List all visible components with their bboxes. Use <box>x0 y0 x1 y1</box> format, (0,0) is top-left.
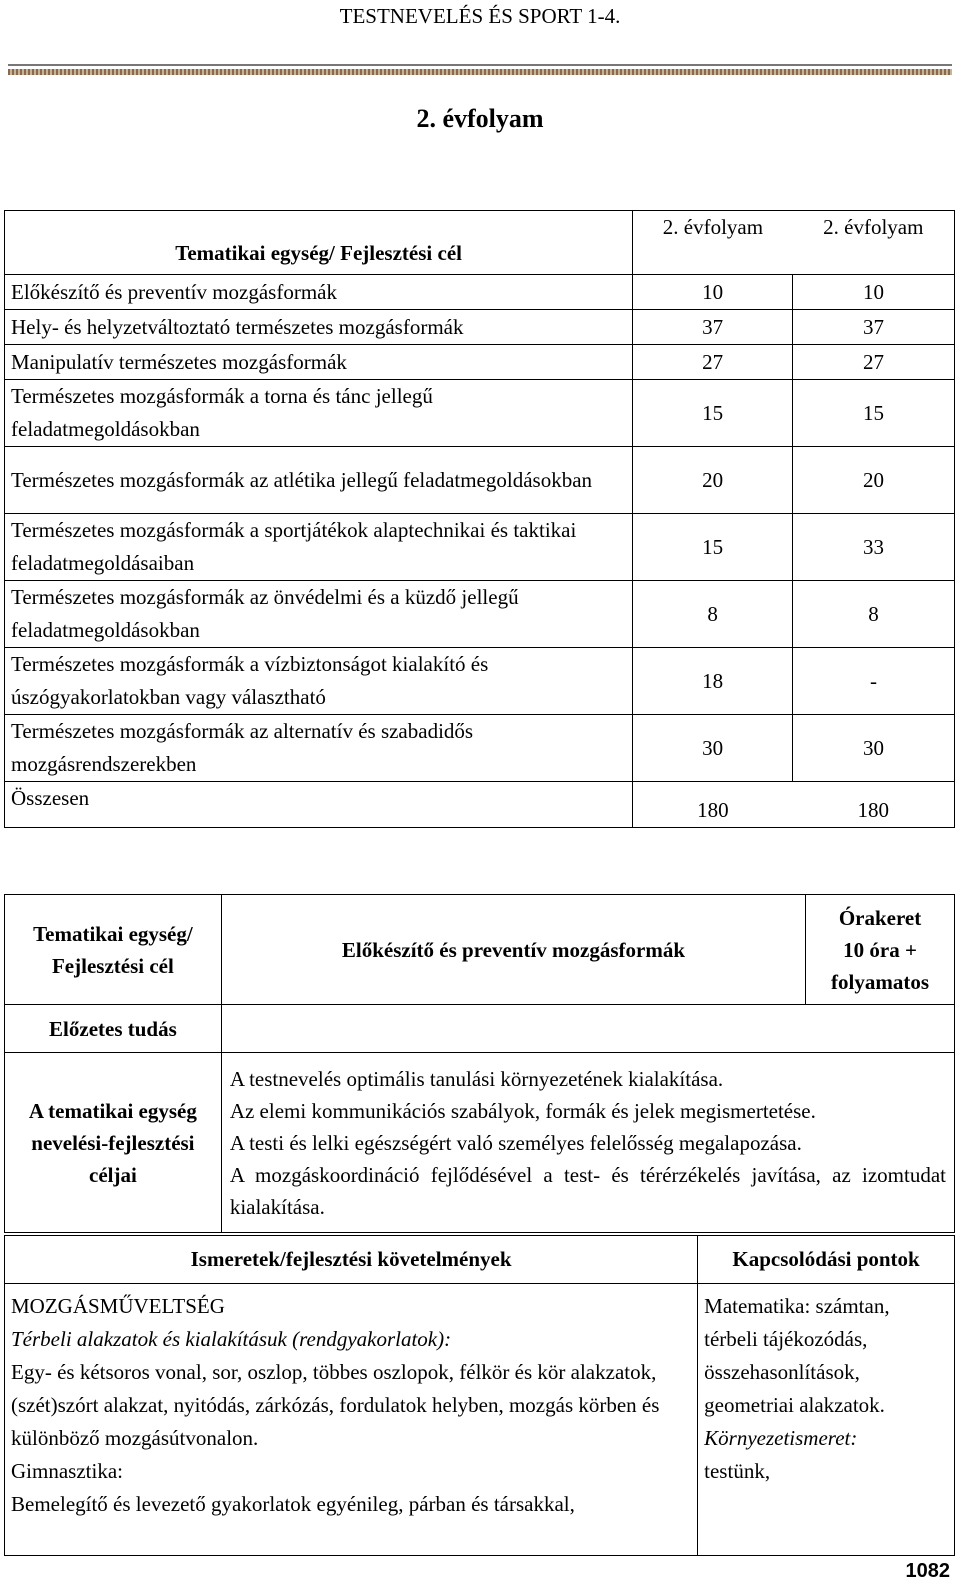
page-number: 1082 <box>905 1560 950 1582</box>
subsection-label: Gimnasztika: <box>11 1459 123 1483</box>
row-value-1: 8 <box>633 581 793 648</box>
row-value-2: 8 <box>793 581 955 648</box>
prior-knowledge-label: Előzetes tudás <box>5 1005 222 1053</box>
row-label: Természetes mozgásformák a torna és tánc jellegű feladatmegoldásokban <box>5 380 633 447</box>
col-header-requirements: Ismeretek/fejlesztési követelmények <box>5 1236 698 1284</box>
hours-note: folyamatos <box>831 969 930 994</box>
connections-cell <box>698 1284 955 1556</box>
row-label: Természetes mozgásformák az önvédelmi és a küzdő jellegű feladatmegoldásokban <box>5 581 633 648</box>
running-header: TESTNEVELÉS ÉS SPORT 1-4. <box>339 4 621 28</box>
prior-knowledge-row <box>5 1005 955 1053</box>
requirements-table <box>4 1235 955 1556</box>
row-value-1: 37 <box>633 310 793 345</box>
row-value-1: 10 <box>633 275 793 310</box>
row-value-1: 18 <box>633 648 793 715</box>
table-row <box>5 275 955 310</box>
goal-item: A mozgáskoordináció fejlődésével a test- és térérzékelés javítása, az izomtudat kialakítása. <box>229 1162 946 1219</box>
table-row <box>5 648 955 715</box>
summary-table <box>4 210 955 828</box>
table-row <box>5 581 955 648</box>
row-label: Hely- és helyzetváltoztató természetes mozgásformák <box>5 310 633 345</box>
connections-text: Matematika: számtan, térbeli tájékozódás, összehasonlítások, geometriai alakzatok. <box>704 1294 890 1417</box>
hours-label: Órakeret <box>838 905 922 930</box>
connections-subject: Környezetismeret: <box>704 1426 858 1450</box>
table-row <box>5 715 955 782</box>
table-row <box>5 345 955 380</box>
col-header-connections: Kapcsolódási pontok <box>698 1236 955 1284</box>
row-value-2: 33 <box>793 514 955 581</box>
row-label: Természetes mozgásformák az atlétika jellegű feladatmegoldásokban <box>5 447 633 514</box>
hours-value: 10 óra + <box>843 937 917 962</box>
goal-item: A testnevelés optimális tanulási környezetének kialakítása. <box>229 1066 724 1091</box>
total-value-2: 180 <box>793 782 955 828</box>
col-header-grade-2: 2. évfolyam <box>793 211 955 275</box>
row-value-1: 20 <box>633 447 793 514</box>
row-value-1: 15 <box>633 380 793 447</box>
goal-item: Az elemi kommunikációs szabályok, formák és jelek megismertetése. <box>229 1098 816 1123</box>
connections-text-2: testünk, <box>704 1459 771 1483</box>
col-header-grade-1: 2. évfolyam <box>633 211 793 275</box>
row-label: Természetes mozgásformák az alternatív és szabadidős mozgásrendszerekben <box>5 715 633 782</box>
row-value-1: 27 <box>633 345 793 380</box>
row-label: Természetes mozgásformák a sportjátékok alaptechnikai és taktikai feladatmegoldásaiban <box>5 514 633 581</box>
section-title: MOZGÁSMŰVELTSÉG <box>11 1294 225 1318</box>
table-row <box>5 447 955 514</box>
table-header-row <box>5 211 955 275</box>
goals-label: A tematikai egység nevelési-fejlesztési céljai <box>5 1053 222 1233</box>
row-label: Természetes mozgásformák a vízbiztonságot kialakító és úszógyakorlatokban vagy választható <box>5 648 633 715</box>
total-value-1: 180 <box>633 782 793 828</box>
requirements-header-row <box>5 1236 955 1284</box>
row-value-2: 37 <box>793 310 955 345</box>
table-row <box>5 514 955 581</box>
table-row <box>5 380 955 447</box>
topic-row <box>5 895 955 1005</box>
table-row <box>5 310 955 345</box>
row-value-2: 27 <box>793 345 955 380</box>
row-value-1: 30 <box>633 715 793 782</box>
requirements-text-2: Bemelegítő és levezető gyakorlatok egyénileg, párban és társakkal, <box>11 1492 575 1516</box>
row-label: Manipulatív természetes mozgásformák <box>5 345 633 380</box>
row-value-1: 15 <box>633 514 793 581</box>
unit-table <box>4 894 955 1233</box>
row-value-2: - <box>793 648 955 715</box>
row-value-2: 20 <box>793 447 955 514</box>
col-header-topic: Tematikai egység/ Fejlesztési cél <box>5 211 633 275</box>
requirements-row <box>5 1284 955 1556</box>
requirements-cell <box>5 1284 698 1556</box>
row-value-2: 30 <box>793 715 955 782</box>
subsection-title: Térbeli alakzatok és kialakításuk (rendgyakorlatok): <box>11 1327 452 1351</box>
goals-text <box>221 1053 954 1233</box>
goals-row <box>5 1053 955 1233</box>
requirements-text: Egy- és kétsoros vonal, sor, oszlop, többes oszlopok, félkör és kör alakzatok, (szét)szórt alakzat, nyitódás, zárkózás, fordulatok helyben, mozgás körben és különböző mozgásútvonalon. <box>11 1360 660 1450</box>
hours-cell <box>806 895 955 1005</box>
header-decorative-rule <box>8 69 952 75</box>
total-label: Összesen <box>5 782 633 828</box>
total-row <box>5 782 955 828</box>
topic-label: Tematikai egység/ Fejlesztési cél <box>5 895 222 1005</box>
section-heading: 2. évfolyam <box>416 104 544 133</box>
prior-knowledge-value <box>221 1005 954 1053</box>
row-value-2: 15 <box>793 380 955 447</box>
goal-item: A testi és lelki egészségért való személyes felelősség megalapozása. <box>229 1130 802 1155</box>
topic-title: Előkészítő és preventív mozgásformák <box>221 895 805 1005</box>
header-rule <box>8 64 952 66</box>
row-value-2: 10 <box>793 275 955 310</box>
row-label: Előkészítő és preventív mozgásformák <box>5 275 633 310</box>
